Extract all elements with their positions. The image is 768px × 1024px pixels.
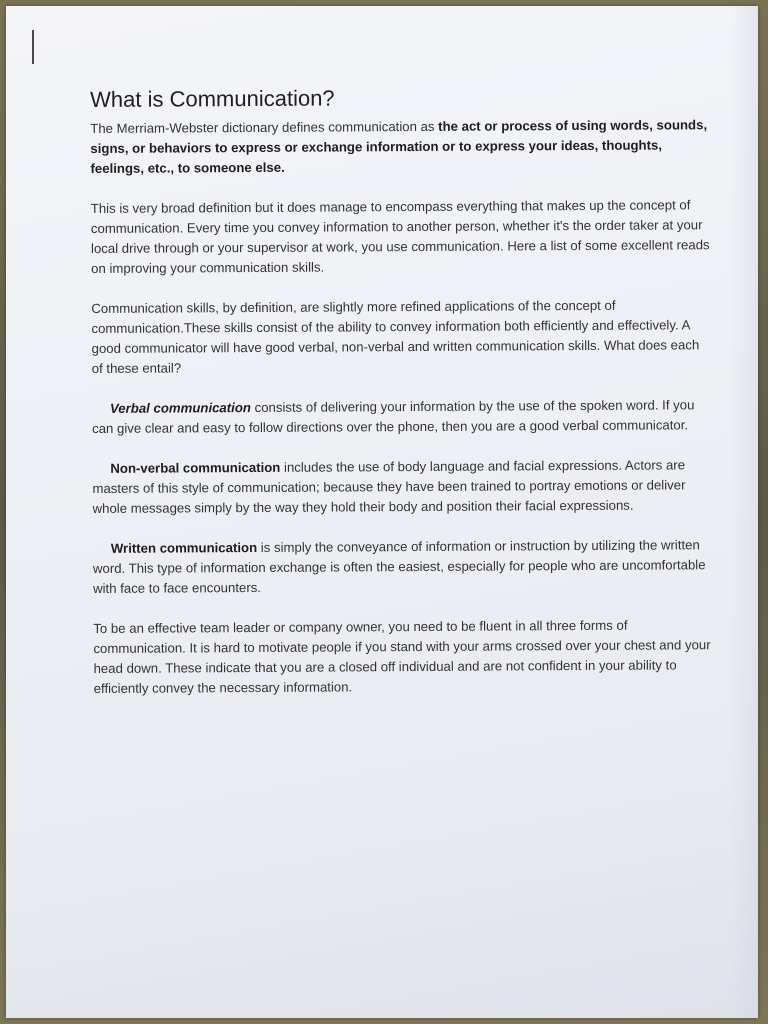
margin-mark <box>32 30 34 64</box>
verbal-text: consists of delivering your information by the use of the spoken word. If you can give clear and easy to follow directions over the phone, then you are a good verbal communicator. <box>92 396 695 436</box>
written-text: is simply the conveyance of information or instruction by utilizing the written word. This type of information exchange is often the easiest, especially for people who are uncomfortable with face to face encounters. <box>92 536 706 596</box>
document-body <box>90 82 714 698</box>
nonverbal-term: Non-verbal communication <box>110 459 281 476</box>
paragraph-verbal <box>92 395 712 439</box>
verbal-term: Verbal communication <box>109 399 251 416</box>
nonverbal-text: includes the use of body language and facial expressions. Actors are masters of this style of communication; because they have been trained to portray emotions or deliver whole messages simply by the way they hold their body and position their facial expressions. <box>92 456 686 516</box>
paragraph-written <box>93 535 713 599</box>
written-term: Written communication <box>110 539 258 556</box>
paper-sheet <box>6 6 758 1018</box>
paper-shadow-edge <box>730 6 758 1018</box>
paragraph-definition-scope: This is very broad definition but it does manage to encompass everything that makes up the concept of communication. Every time you convey information to another person, whether it's the order taker at your local drive through or your supervisor at work, you use communication. Here a list of some excellent reads on improving your communication skills. <box>90 196 710 276</box>
paragraph-communication-skills: Communication skills, by definition, are slightly more refined applications of the concept of communication.These skills consist of the ability to convey information both efficiently and effectively. A good communicator will have good verbal, non-verbal and written communication skills. What does each of these entail? <box>91 297 700 376</box>
intro-definition: the act or process of using words, sounds, signs, or behaviors to express or exchange information or to express your ideas, thoughts, feelings, etc., to someone else. <box>90 116 708 176</box>
intro-paragraph <box>90 115 710 179</box>
paragraph-closing: To be an effective team leader or company owner, you need to be fluent in all three forms of communication. It is hard to motivate people if you stand with your arms crossed over your chest and your head down. These indicate that you are a closed off individual and are not confident in your ability to efficiently convey the necessary information. <box>93 617 711 696</box>
intro-text: The Merriam-Webster dictionary defines communication as <box>90 118 439 136</box>
page-title: What is Communication? <box>90 85 335 112</box>
paragraph-nonverbal <box>92 455 712 519</box>
